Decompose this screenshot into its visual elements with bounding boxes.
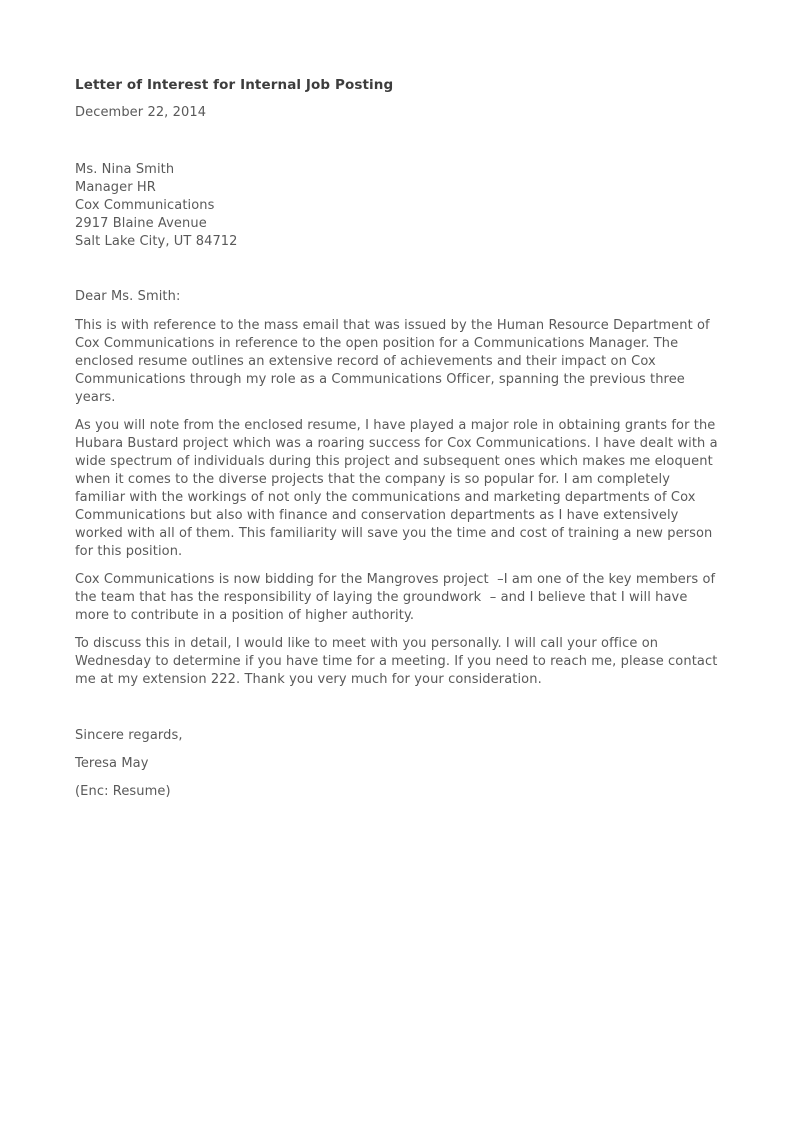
recipient-city-state-zip: Salt Lake City, UT 84712: [75, 234, 238, 249]
recipient-company: Cox Communications: [75, 198, 215, 213]
body-paragraph-2: As you will note from the enclosed resume, I have played a major role in obtaining grants for the Hubara Bustard project which was a roaring success for Cox Communications. I have dealt with a wide spectrum of individuals during this project and subsequent ones which makes me eloquent when it comes to the diverse projects that the company is so popular for. I am completely familiar with the workings of not only the communications and marketing departments of Cox Communications but also with finance and conservation departments as I have extensively worked with all of them. This familiarity will save you the time and cost of training a new person for this position.: [75, 418, 722, 559]
body-paragraph-3: Cox Communications is now bidding for the Mangroves project –I am one of the key members of the team that has the responsibility of laying the groundwork – and I believe that I will have more to contribute in a position of higher authority.: [75, 572, 720, 623]
letter-content: [75, 76, 722, 811]
closing-phrase: Sincere regards,: [75, 728, 183, 743]
recipient-address-block: [75, 161, 718, 251]
recipient-street: 2917 Blaine Avenue: [75, 216, 207, 231]
letter-date: December 22, 2014: [75, 105, 207, 120]
enclosure-note: (Enc: Resume): [75, 784, 171, 799]
recipient-name: Ms. Nina Smith: [75, 162, 175, 177]
body-paragraph-4: To discuss this in detail, I would like to meet with you personally. I will call your office on Wednesday to determine if you have time for a meeting. If you need to reach me, please contact me at my extension 222. Thank you very much for your consideration.: [75, 636, 722, 687]
signature-name: Teresa May: [75, 756, 149, 771]
salutation: Dear Ms. Smith:: [75, 289, 181, 304]
letter-title: Letter of Interest for Internal Job Posting: [75, 77, 394, 93]
recipient-job-title: Manager HR: [75, 180, 156, 195]
body-paragraph-1: This is with reference to the mass email that was issued by the Human Resource Department of Cox Communications in reference to the open position for a Communications Manager. The enclosed resume outlines an extensive record of achievements and their impact on Cox Communications through my role as a Communications Officer, spanning the previous three years.: [75, 318, 714, 405]
